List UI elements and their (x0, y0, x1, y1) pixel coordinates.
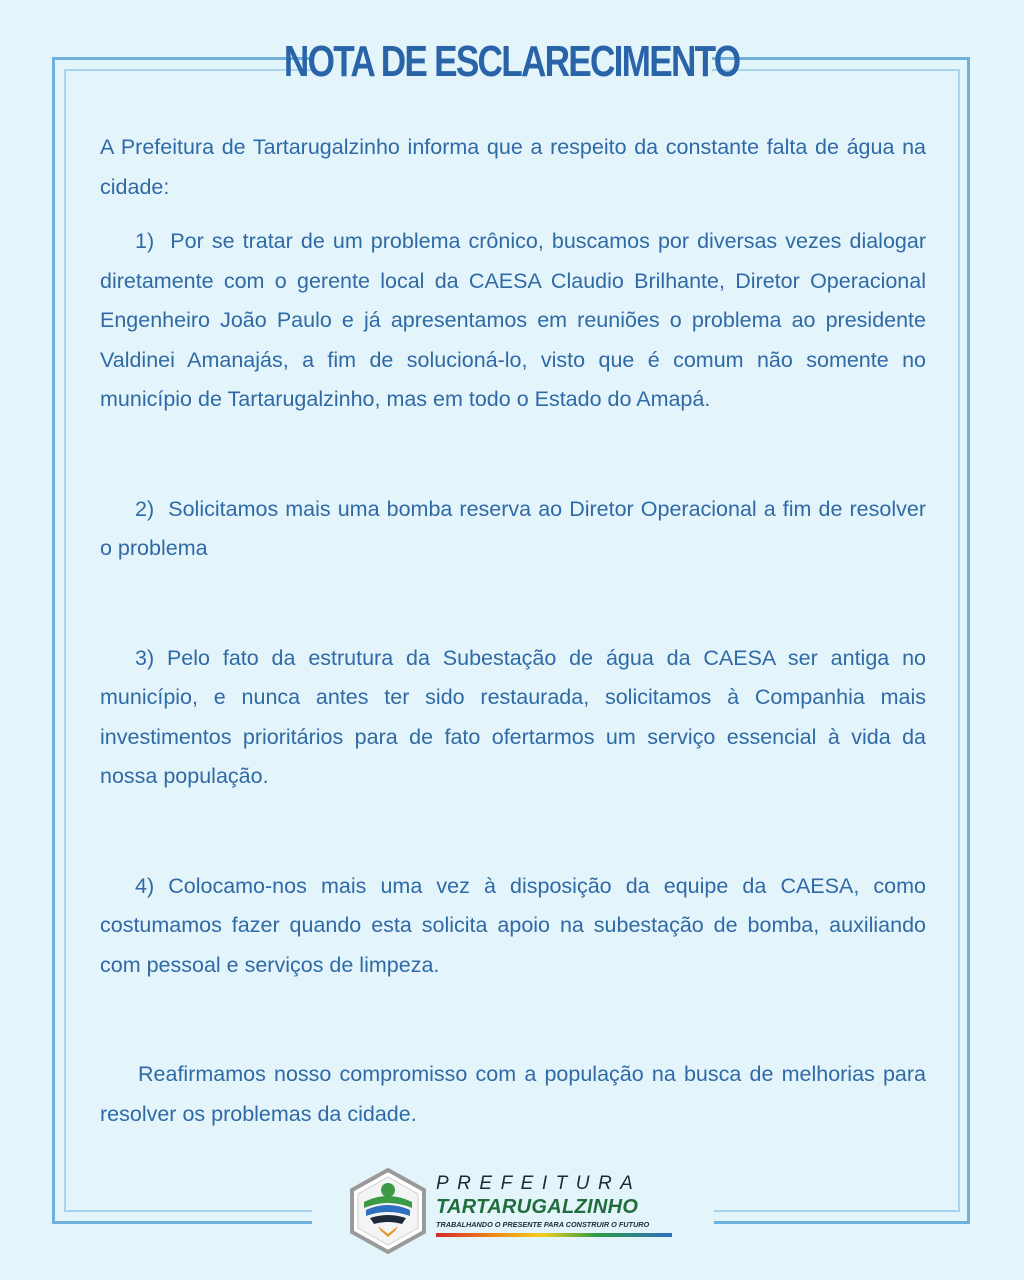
closing-paragraph: Reafirmamos nosso compromisso com a população na busca de melhorias para resolver os problemas da cidade. (100, 1062, 926, 1126)
list-item-1: 1) Por se tratar de um problema crônico, buscamos por diversas vezes dialogar diretamente com o gerente local da CAESA Claudio Brilhante, Diretor Operacional Engenheiro João Paulo e já apresentamos em reuniões o problema ao presidente Valdinei Amanajás, a fim de solucioná-lo, visto que é comum não somente no município de Tartarugalzinho, mas em todo o Estado do Amapá. (100, 229, 926, 411)
logo-line-prefeitura: PREFEITURA (436, 1173, 642, 1194)
list-item-2: 2) Solicitamos mais uma bomba reserva ao Diretor Operacional a fim de resolver o problema (100, 496, 926, 560)
intro-paragraph: A Prefeitura de Tartarugalzinho informa que a respeito da constante falta de água na cidade: (100, 135, 926, 199)
page-title: NOTA DE ESCLARECIMENTO (284, 37, 740, 86)
list-item-4: 4) Colocamo-nos mais uma vez à disposição da equipe da CAESA, como costumamos fazer quando esta solicita apoio na subestação de bomba, auxiliando com pessoal e serviços de limpeza. (100, 873, 926, 977)
logo-line-city: TARTARUGALZINHO (436, 1196, 639, 1218)
logo-wordmark (436, 1174, 676, 1237)
logo-tagline: TRABALHANDO O PRESENTE PARA CONSTRUIR O FUTURO (436, 1220, 650, 1229)
list-item-3: 3) Pelo fato da estrutura da Subestação de água da CAESA ser antiga no município, e nunca antes ter sido restaurada, solicitamos à Companhia mais investimentos prioritários para de fato ofertarmos um serviço essencial à vida da nossa população. (100, 645, 926, 788)
turtle-shell-hexagon-icon (348, 1168, 428, 1254)
logo-color-bar (436, 1233, 672, 1237)
title-container (284, 30, 740, 94)
document-body (100, 128, 926, 1134)
